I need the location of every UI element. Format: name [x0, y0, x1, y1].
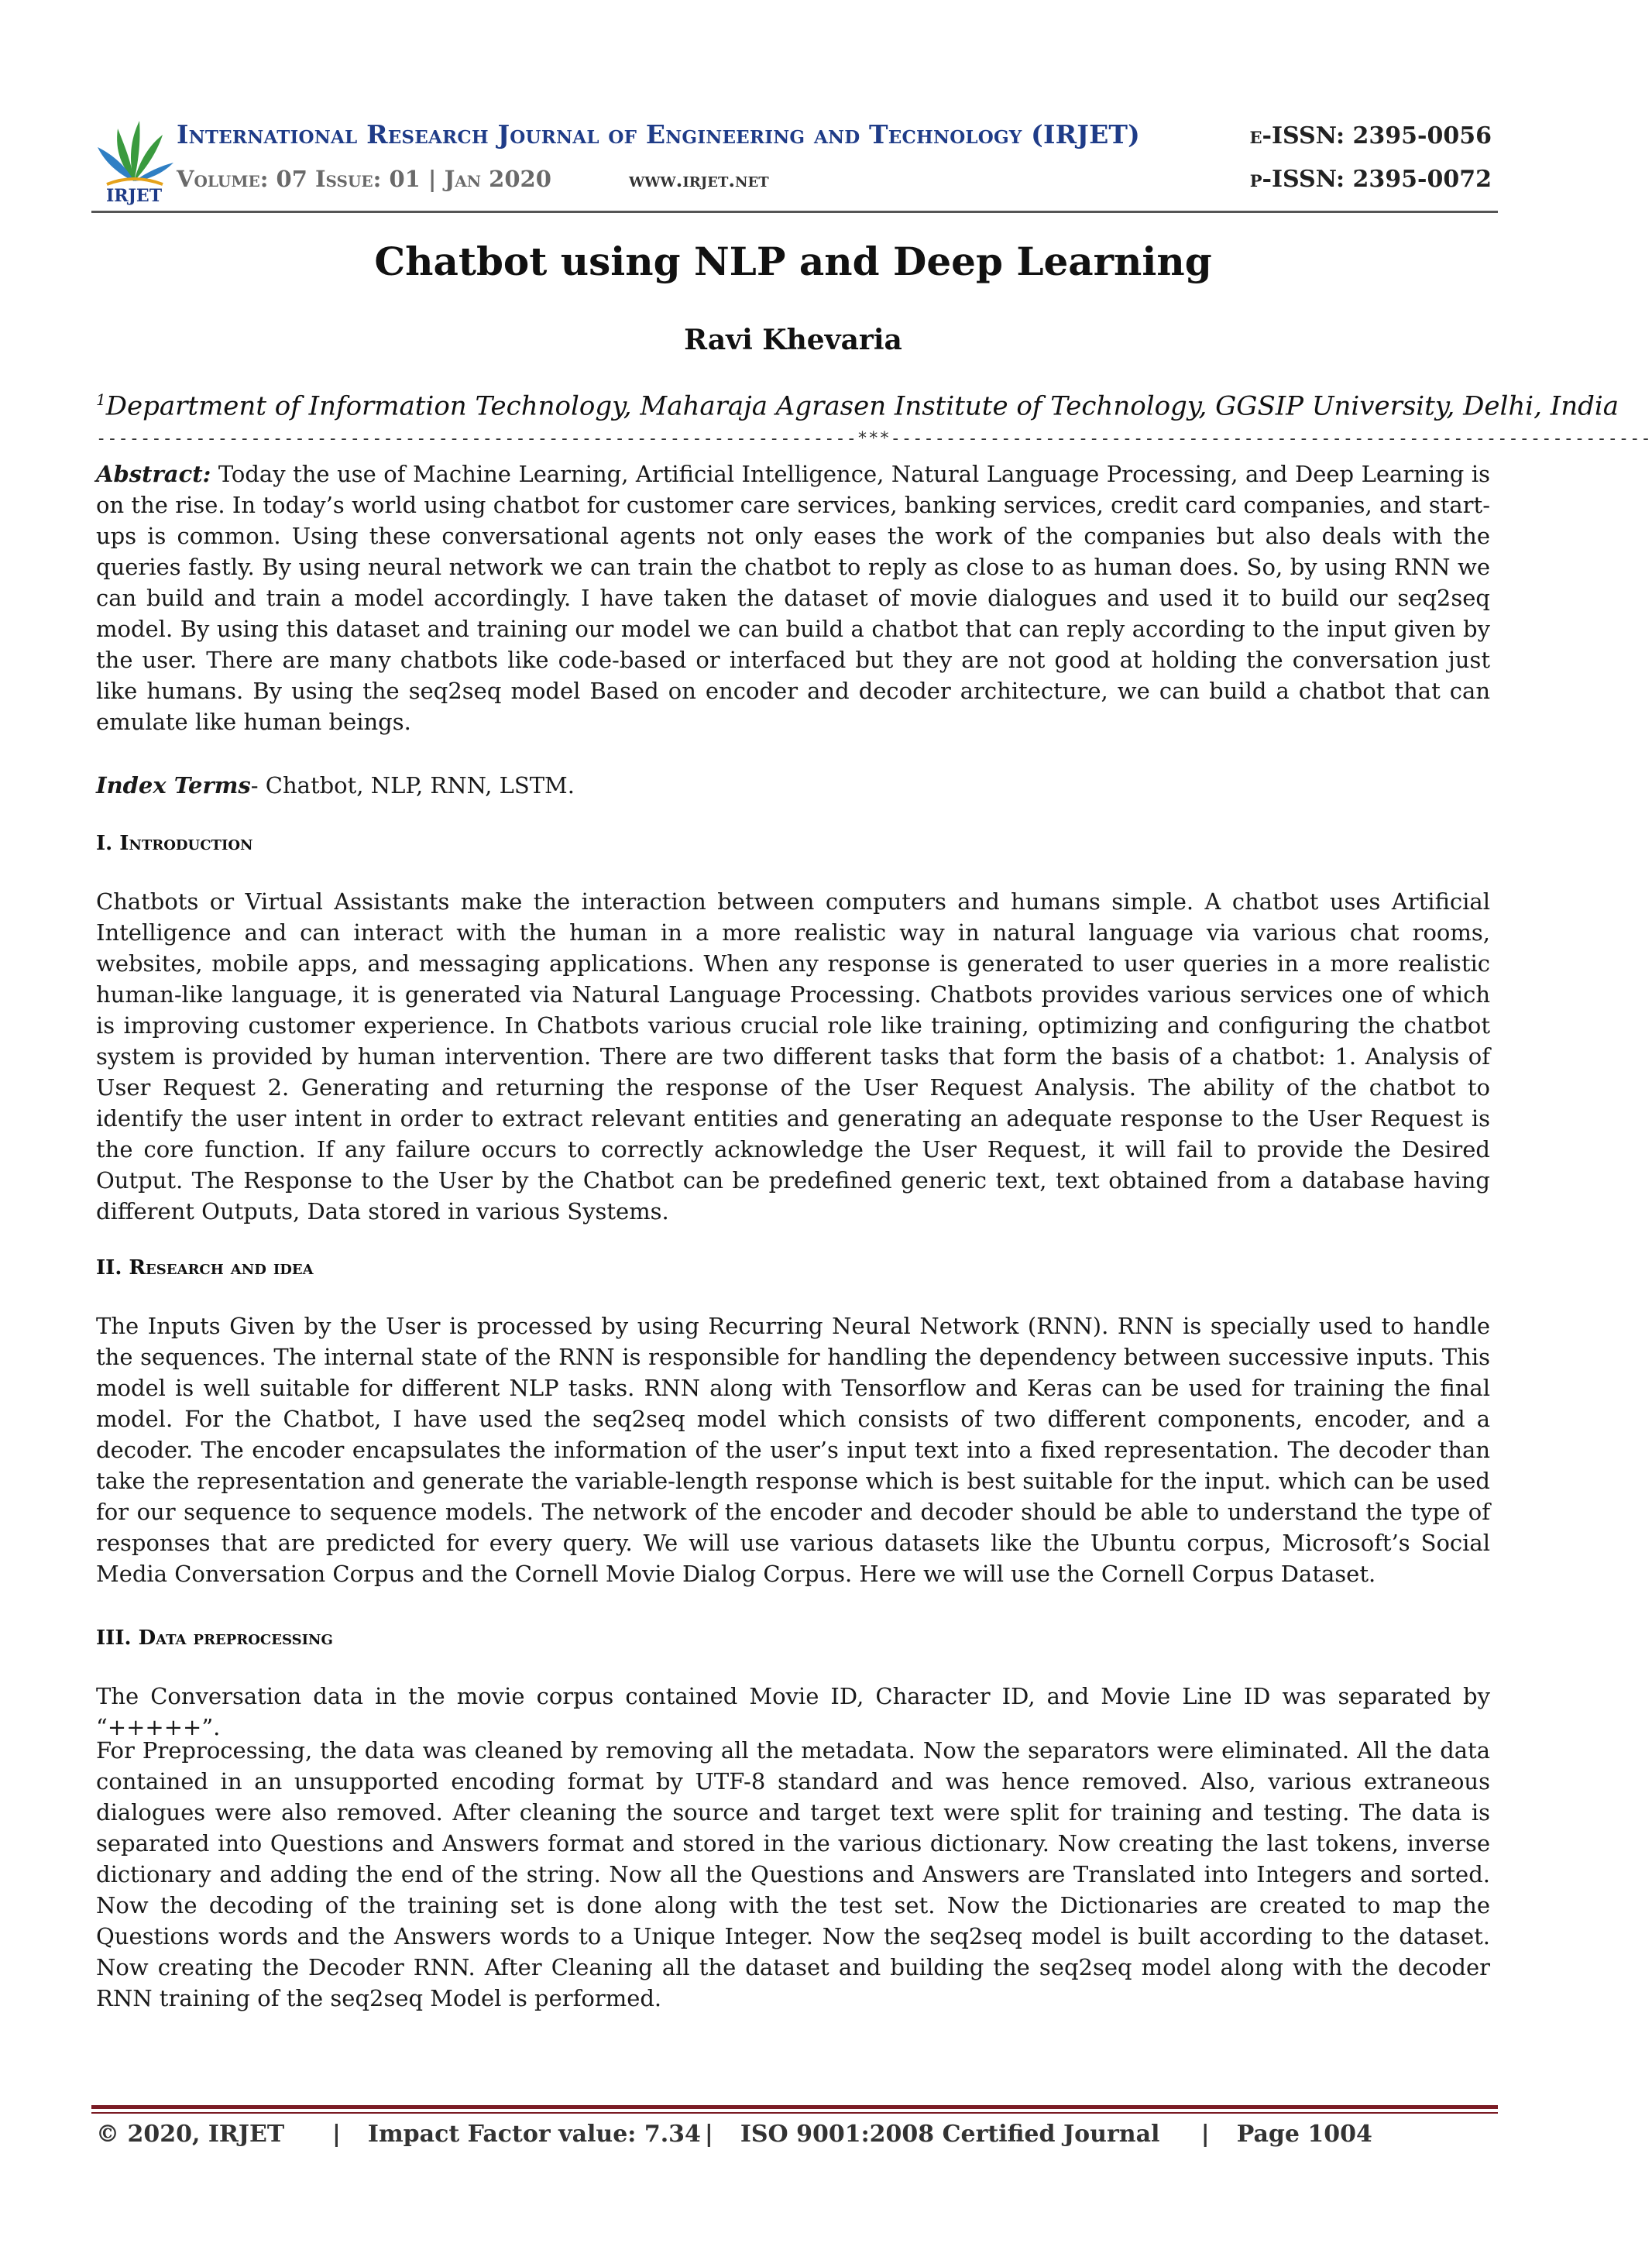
header-rule	[91, 211, 1498, 213]
logo-text: IRJET	[105, 186, 163, 206]
footer-impact-factor: Impact Factor value: 7.34	[367, 2121, 701, 2148]
research-paragraph: The Inputs Given by the User is processed by using Recurring Neural Network (RNN). RNN is specially used to handle the sequences. The internal state of the RNN is responsible for handling the dependency between successive inputs. This model is well suitable for different NLP tasks. RNN along with Tensorflow and Keras can be used for training the final model. For the Chatbot, I have used the seq2seq model which consists of two different components, encoder, and a decoder. The encoder encapsulates the information of the user’s input text into a fixed representation. The decoder than take the representation and generate the variable-length response which is best suitable for the input. which can be used for our sequence to sequence models. The network of the encoder and decoder should be able to understand the type of responses that are predicted for every query. We will use various datasets like the Ubuntu corpus, Microsoft’s Social Media Conversation Corpus and the Cornell Movie Dialog Corpus. Here we will use the Cornell Corpus Dataset.	[96, 1313, 1490, 1587]
preprocessing-paragraph-2: For Preprocessing, the data was cleaned by removing all the metadata. Now the separators were eliminated. All the data contained in an unsupported encoding format by UTF-8 standard and was hence removed. Also, various extraneous dialogues were also removed. After cleaning the source and target text were split for training and testing. The data is separated into Questions and Answers format and stored in the various dictionary. Now creating the last tokens, inverse dictionary and adding the end of the string. Now all the Questions and Answers are Translated into Integers and sorted. Now the decoding of the training set is done along with the test set. Now the Dictionaries are created to map the Questions words and the Answers words to a Unique Integer. Now the seq2seq model is built according to the dataset. Now creating the Decoder RNN. After Cleaning all the dataset and building the seq2seq model along with the decoder RNN training of the seq2seq Model is performed.	[96, 1737, 1490, 2011]
index-terms-text: - Chatbot, NLP, RNN, LSTM.	[250, 772, 575, 799]
affiliation-marker: 1	[96, 390, 106, 409]
e-issn: e-ISSN: 2395-0056	[1249, 122, 1492, 149]
paper-title: Chatbot using NLP and Deep Learning	[374, 239, 1212, 284]
index-terms	[96, 770, 1490, 801]
journal-website: www.irjet.net	[629, 169, 769, 191]
issue-info: Volume: 07 Issue: 01 | Jan 2020	[177, 166, 551, 192]
abstract-label: Abstract:	[96, 461, 211, 487]
journal-title: International Research Journal of Engineering and Technology (IRJET)	[177, 119, 1140, 149]
affiliation-text: Department of Information Technology, Maharaja Agrasen Institute of Technology, GGSIP University, Delhi, India	[105, 390, 1619, 422]
section-heading-research: II. Research and idea	[96, 1256, 314, 1280]
footer-separator: |	[331, 2121, 341, 2148]
index-terms-label: Index Terms	[96, 772, 251, 799]
footer-iso: ISO 9001:2008 Certified Journal	[740, 2121, 1160, 2148]
introduction-paragraph: Chatbots or Virtual Assistants make the interaction between computers and humans simple. A chatbot uses Artificial Intelligence and can interact with the human in a more realistic way in natural language via various chat rooms, websites, mobile apps, and messaging applications. When any response is generated to user queries in a more realistic human-like language, it is generated via Natural Language Processing. Chatbots provides various services one of which is improving customer experience. In Chatbots various crucial role like training, optimizing and configuring the chatbot system is provided by human intervention. There are two different tasks that form the basis of a chatbot: 1. Analysis of User Request 2. Generating and returning the response of the User Request Analysis. The ability of the chatbot to identify the user intent in order to extract relevant entities and generating an adequate response to the User Request is the core function. If any failure occurs to correctly acknowledge the User Request, it will fail to provide the Desired Output. The Response to the User by the Chatbot can be predefined generic text, text obtained from a database having different Outputs, Data stored in various Systems.	[96, 888, 1490, 1225]
footer-rule-thin	[91, 2112, 1498, 2114]
footer-separator: |	[704, 2121, 713, 2148]
footer-separator: |	[1200, 2121, 1210, 2148]
author-affiliation	[96, 390, 1619, 422]
page-footer	[96, 2121, 1372, 2148]
irjet-logo	[91, 113, 177, 206]
author-name: Ravi Khevaria	[684, 324, 902, 356]
p-issn: p-ISSN: 2395-0072	[1249, 166, 1492, 193]
footer-copyright: © 2020, IRJET	[96, 2121, 285, 2148]
preprocessing-paragraph-1: The Conversation data in the movie corpus contained Movie ID, Character ID, and Movie Line ID was separated by “+++++”.	[96, 1683, 1490, 1740]
footer-rule	[91, 2105, 1498, 2109]
footer-page-number: Page 1004	[1236, 2121, 1372, 2148]
section-heading-preprocessing: III. Data preprocessing	[96, 1626, 333, 1650]
section-heading-introduction: I. Introduction	[96, 832, 253, 855]
abstract	[96, 459, 1490, 737]
separator-line: ---------------------------------------------------------------------***---------------------------------------------------------------------	[96, 429, 1652, 448]
abstract-text: Today the use of Machine Learning, Artificial Intelligence, Natural Language Processing, and Deep Learning is on the rise. In today’s world using chatbot for customer care services, banking services, credit card companies, and start-ups is common. Using these conversational agents not only eases the work of the companies but also deals with the queries fastly. By using neural network we can train the chatbot to reply as close to as human does. So, by using RNN we can build and train a model accordingly. I have taken the dataset of movie dialogues and used it to build our seq2seq model. By using this dataset and training our model we can build a chatbot that can reply according to the input given by the user. There are many chatbots like code-based or interfaced but they are not good at holding the conversation just like humans. By using the seq2seq model Based on encoder and decoder architecture, we can build a chatbot that can emulate like human beings.	[96, 461, 1490, 735]
